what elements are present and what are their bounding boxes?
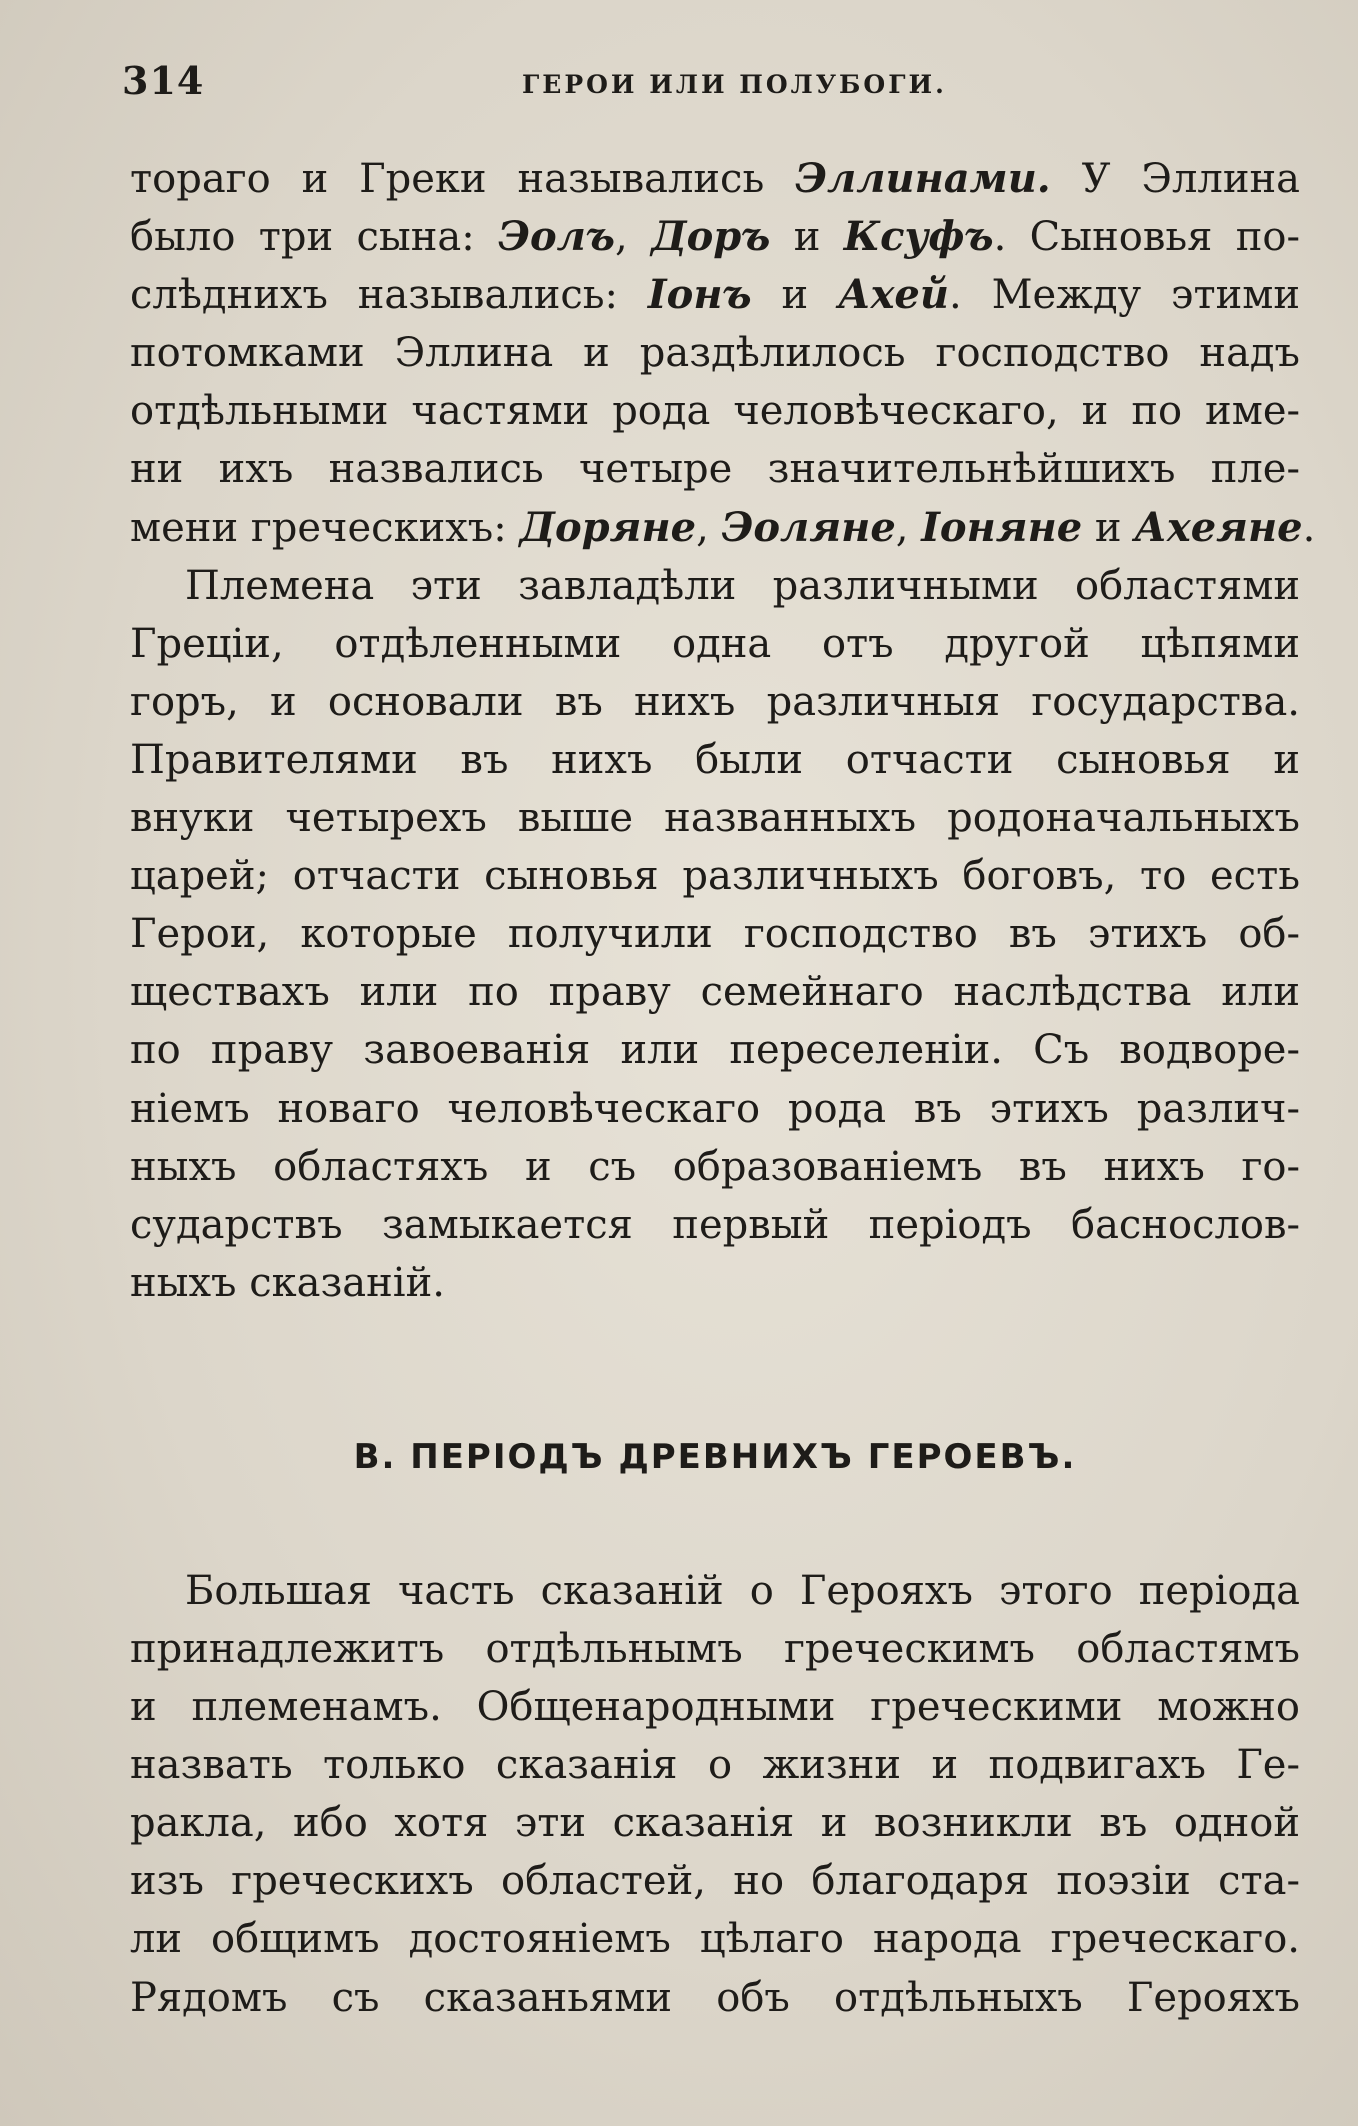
italic-name: Ксуфъ: [843, 213, 994, 261]
spacer: [130, 1312, 1300, 1428]
text-line: и племенамъ. Общенародными греческими можно: [130, 1684, 1300, 1731]
text-line: горъ, и основали въ нихъ различныя государства.: [130, 678, 1300, 725]
section-heading: В. ПЕРІОДЪ ДРЕВНИХЪ ГЕРОЕВЪ.: [353, 1436, 1077, 1477]
text-line: тораго и Греки назывались Эллинами. У Эллина: [130, 155, 1301, 202]
italic-name: Іонъ: [647, 271, 752, 319]
page-body: [130, 150, 1316, 2027]
page-number: 314: [122, 58, 205, 103]
text-line: ніемъ новаго человѣческаго рода въ этихъ различ-: [130, 1085, 1300, 1132]
text-line: слѣднихъ назывались: Іонъ и Ахей. Между этими: [130, 271, 1301, 319]
text-line: Герои, которые получили господство въ этихъ об-: [130, 911, 1300, 958]
paragraph-3: [130, 1562, 1300, 2027]
italic-name: Эолъ: [498, 213, 615, 261]
text-line: по праву завоеванія или переселеніи. Съ водворе-: [130, 1027, 1300, 1074]
text-line: мени греческихъ: Доряне, Эоляне, Іоняне и Ахеяне.: [130, 503, 1316, 551]
text-line: Племена эти завладѣли различными областями: [185, 562, 1300, 609]
italic-name: Іоняне: [921, 503, 1083, 551]
spacer: [130, 1486, 1300, 1562]
text-line: ракла, ибо хотя эти сказанія и возникли въ одной: [130, 1800, 1300, 1847]
text-line: сударствъ замыкается первый періодъ баснослов-: [130, 1201, 1300, 1248]
text-line: Правителями въ нихъ были отчасти сыновья и: [130, 736, 1300, 783]
text-line: потомками Эллина и раздѣлилось господство надъ: [130, 330, 1300, 377]
text-line: Большая часть сказаній о Герояхъ этого періода: [185, 1567, 1300, 1614]
text-line: Греціи, отдѣленными одна отъ другой цѣпями: [130, 620, 1300, 667]
text-line: ни ихъ назвались четыре значительнѣйшихъ пле-: [130, 446, 1300, 493]
text-line: отдѣльными частями рода человѣческаго, и по име-: [130, 388, 1300, 435]
text-line: Рядомъ съ сказаньями объ отдѣльныхъ Герояхъ: [130, 1974, 1300, 2021]
italic-name: Эллинами.: [795, 155, 1051, 202]
text-line: ществахъ или по праву семейнаго наслѣдства или: [130, 969, 1300, 1016]
italic-name: Ахеяне: [1134, 503, 1303, 551]
page-header: [122, 58, 1312, 118]
italic-name: Доряне: [519, 503, 697, 551]
text-line: назвать только сказанія о жизни и подвигахъ Ге-: [130, 1742, 1300, 1789]
paragraph-1: [130, 150, 1316, 557]
paragraph-2: [130, 557, 1300, 1312]
italic-name: Ахей: [838, 271, 949, 319]
italic-name: Эоляне: [721, 503, 896, 551]
text-line: изъ греческихъ областей, но благодаря поэзіи ста-: [130, 1858, 1300, 1905]
text-line: ныхъ областяхъ и съ образованіемъ въ нихъ го-: [130, 1143, 1300, 1190]
text-line: ныхъ сказаній.: [130, 1259, 445, 1306]
text-line: царей; отчасти сыновья различныхъ боговъ, то есть: [130, 853, 1300, 900]
text-line: ли общимъ достояніемъ цѣлаго народа греческаго.: [130, 1916, 1300, 1963]
running-head: ГЕРОИ ИЛИ ПОЛУБОГИ.: [522, 70, 947, 99]
text-line: было три сына: Эолъ, Доръ и Ксуфъ. Сыновья по-: [130, 213, 1300, 261]
italic-name: Доръ: [651, 213, 771, 261]
text-line: принадлежитъ отдѣльнымъ греческимъ областямъ: [130, 1625, 1300, 1672]
text-line: внуки четырехъ выше названныхъ родоначальныхъ: [130, 795, 1300, 842]
